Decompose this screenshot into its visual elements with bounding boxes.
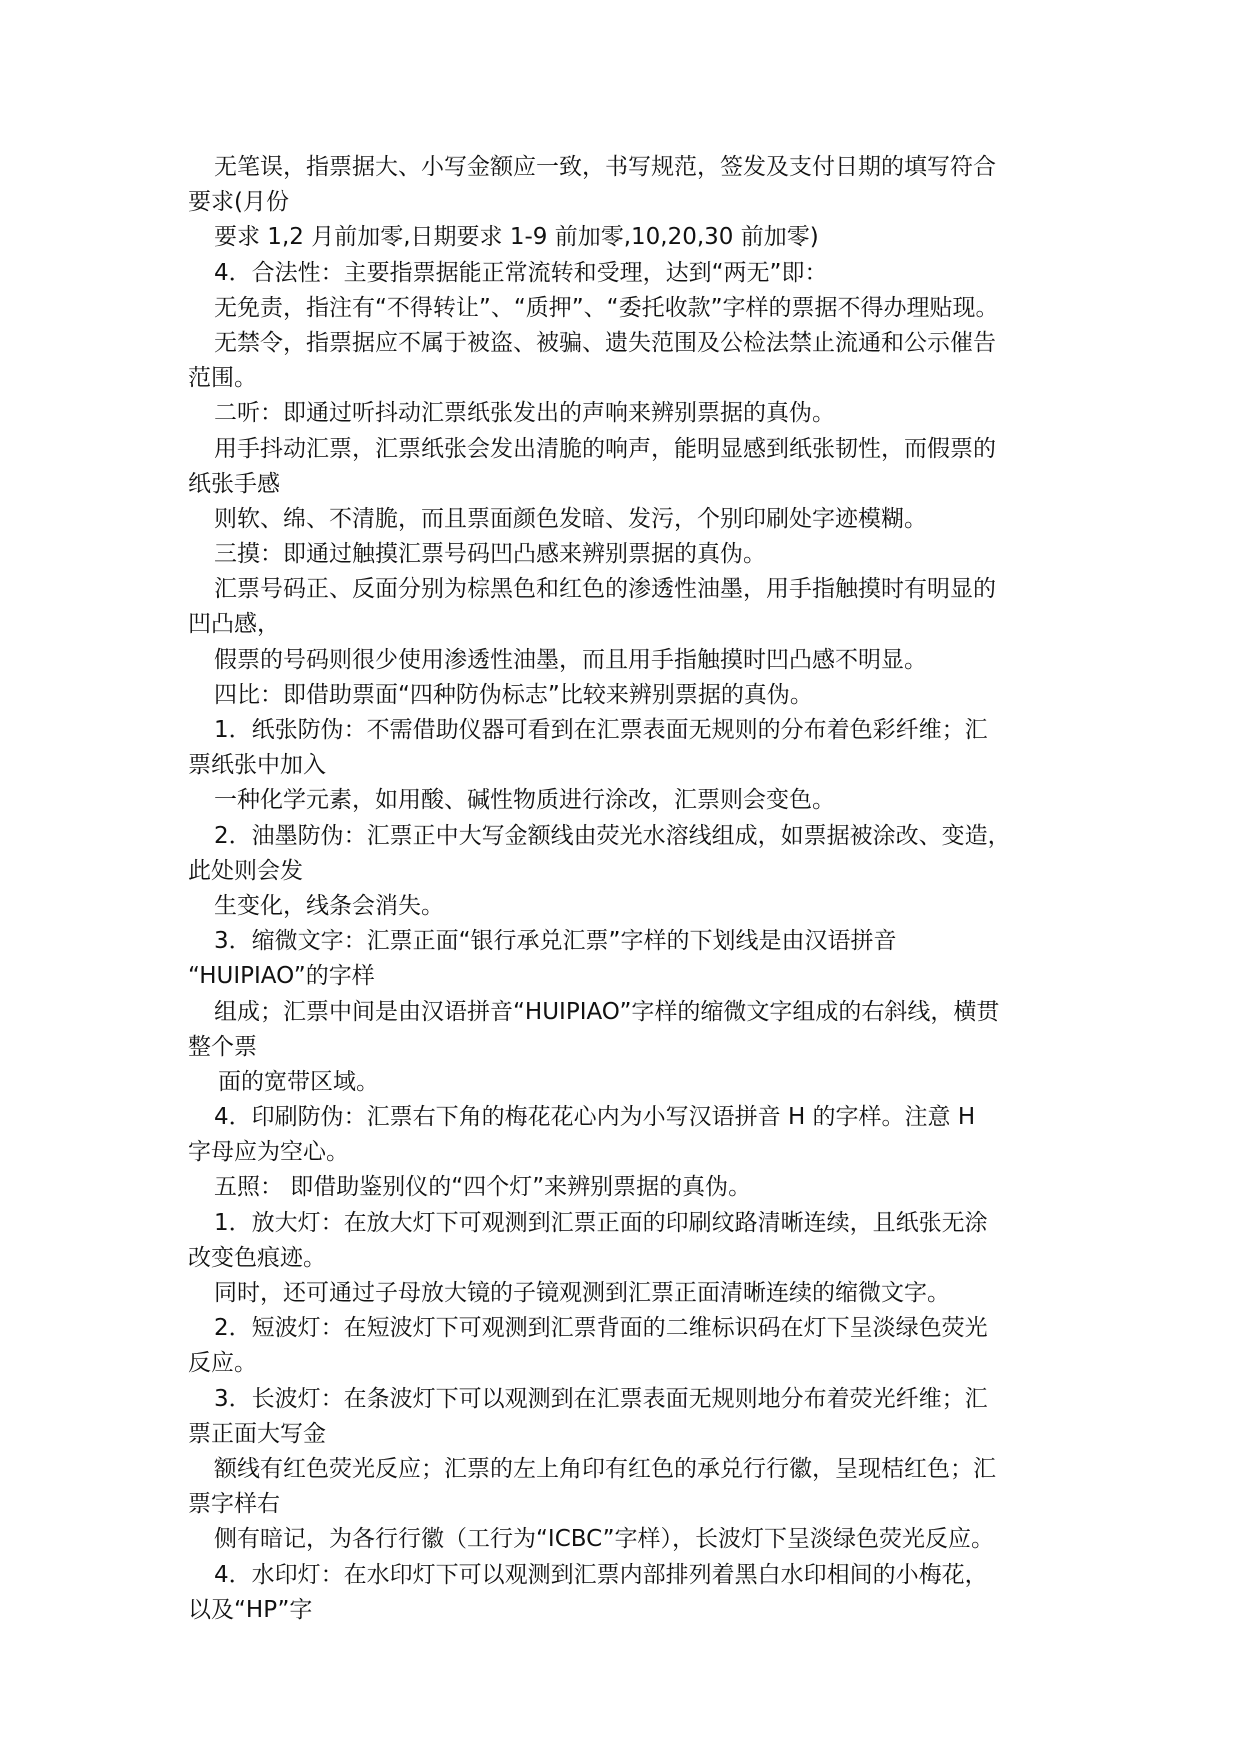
text-line: 3．缩微文字：汇票正面“银行承兑汇票”字样的下划线是由汉语拼音	[214, 928, 897, 955]
text-line: 则软、绵、不清脆，而且票面颜色发暗、发污，个别印刷处字迹模糊。	[214, 505, 927, 532]
text-line: 生变化，线条会消失。	[214, 892, 444, 919]
text-line: “HUIPIAO”的字样	[188, 963, 375, 990]
text-line: 无免责，指注有“不得转让”、“质押”、“委托收款”字样的票据不得办理贴现。	[214, 294, 999, 321]
text-line: 无笔误，指票据大、小写金额应一致，书写规范，签发及支付日期的填写符合	[214, 154, 996, 180]
text-line: 假票的号码则很少使用渗透性油墨，而且用手指触摸时凹凸感不明显。	[214, 646, 927, 673]
text-line: 要求 1,2 月前加零,日期要求 1-9 前加零,10,20,30 前加零)	[214, 224, 819, 251]
text-line: 2．油墨防伪：汇票正中大写金额线由荧光水溶线组成，如票据被涂改、变造，	[214, 822, 1011, 849]
text-line: 无禁令，指票据应不属于被盗、被骗、遗失范围及公检法禁止流通和公示催告	[214, 329, 996, 356]
text-line: 侧有暗记，为各行行徽（工行为“ICBC”字样），长波灯下呈淡绿色荧光反应。	[214, 1526, 995, 1553]
text-line: 1．纸张防伪：不需借助仪器可看到在汇票表面无规则的分布着色彩纤维；汇	[214, 717, 988, 743]
text-line: 字母应为空心。	[188, 1139, 349, 1166]
text-line: 三摸：即通过触摸汇票号码凹凸感来辨别票据的真伪。	[214, 541, 766, 568]
text-line: 改变色痕迹。	[188, 1244, 326, 1271]
text-line: 五照： 即借助鉴别仪的“四个灯”来辨别票据的真伪。	[214, 1174, 752, 1201]
text-line: 二听：即通过听抖动汇票纸张发出的声响来辨别票据的真伪。	[214, 400, 835, 427]
text-line: 票正面大写金	[188, 1420, 326, 1447]
text-line: 3．长波灯：在条波灯下可以观测到在汇票表面无规则地分布着荧光纤维；汇	[214, 1385, 988, 1412]
text-line: 凹凸感，	[188, 611, 280, 638]
text-line: 4．合法性：主要指票据能正常流转和受理，达到“两无”即：	[214, 259, 828, 286]
text-line: 四比：即借助票面“四种防伪标志”比较来辨别票据的真伪。	[214, 681, 813, 708]
text-line: 组成；汇票中间是由汉语拼音“HUIPIAO”字样的缩微文字组成的右斜线，横贯	[214, 998, 1000, 1025]
text-line: 额线有红色荧光反应；汇票的左上角印有红色的承兑行行徽，呈现桔红色；汇	[214, 1455, 996, 1482]
document-body	[188, 150, 1068, 1628]
text-line: 此处则会发	[188, 857, 303, 884]
text-line: 纸张手感	[188, 470, 280, 497]
text-line: 2．短波灯：在短波灯下可观测到汇票背面的二维标识码在灯下呈淡绿色荧光	[214, 1315, 988, 1342]
text-line: 要求(月份	[188, 189, 289, 216]
text-line: 面的宽带区域。	[218, 1068, 379, 1095]
text-line: 1．放大灯：在放大灯下可观测到汇票正面的印刷纹路清晰连续，且纸张无涂	[214, 1209, 988, 1236]
text-line: 用手抖动汇票，汇票纸张会发出清脆的响声，能明显感到纸张韧性，而假票的	[214, 435, 996, 462]
text-line: 汇票号码正、反面分别为棕黑色和红色的渗透性油墨，用手指触摸时有明显的	[214, 576, 996, 603]
text-line: 票字样右	[188, 1491, 280, 1518]
text-line: 同时，还可通过子母放大镜的子镜观测到汇票正面清晰连续的缩微文字。	[214, 1280, 950, 1306]
text-line: 范围。	[188, 365, 257, 392]
text-line: 一种化学元素，如用酸、碱性物质进行涂改，汇票则会变色。	[214, 787, 835, 814]
text-line: 4．印刷防伪：汇票右下角的梅花花心内为小写汉语拼音 H 的字样。注意 H	[214, 1104, 976, 1131]
text-line: 反应。	[188, 1350, 257, 1377]
text-line: 4．水印灯：在水印灯下可以观测到汇票内部排列着黑白水印相间的小梅花，	[214, 1561, 988, 1588]
text-line: 整个票	[188, 1033, 257, 1060]
text-line: 以及“HP”字	[188, 1596, 313, 1623]
text-line: 票纸张中加入	[188, 752, 326, 779]
